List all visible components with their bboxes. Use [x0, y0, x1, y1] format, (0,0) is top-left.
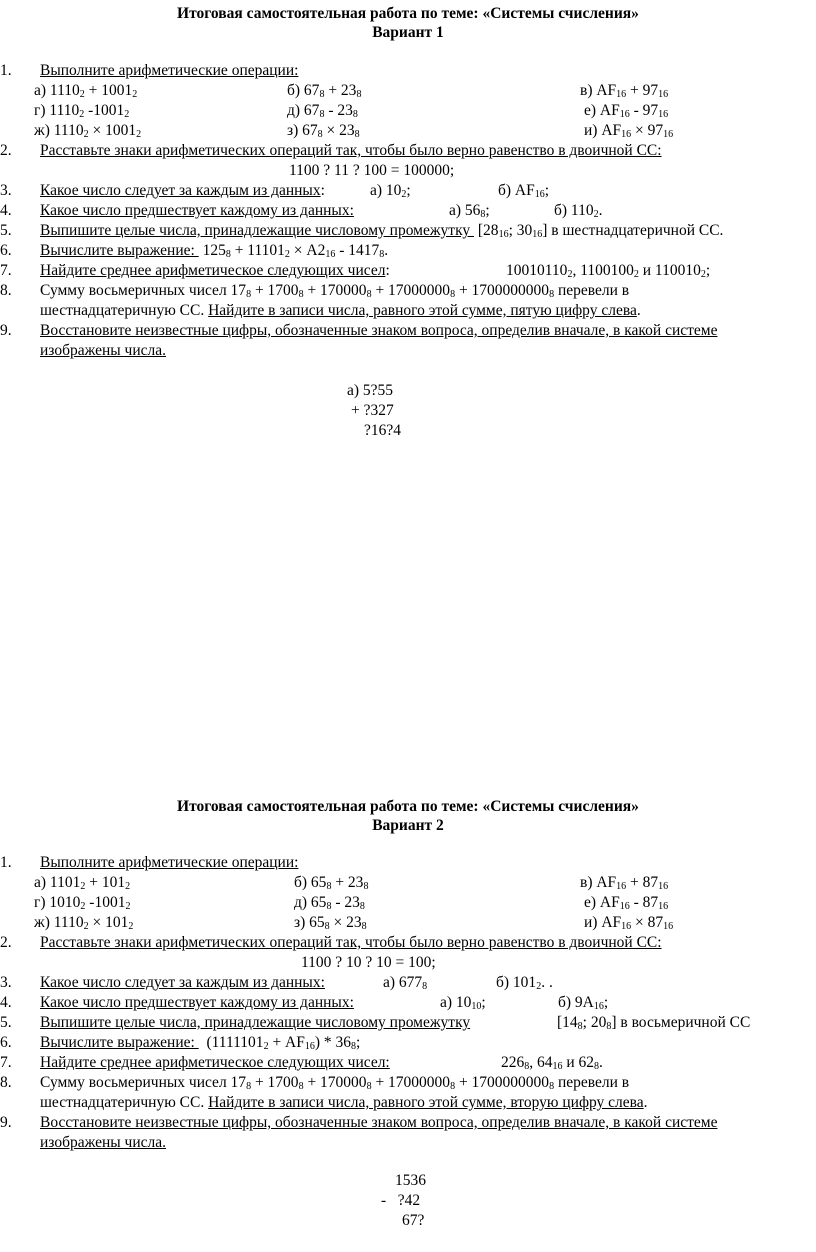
- v1-q6-number: 6.: [0, 242, 12, 259]
- v1-puzzle-line3: ?16?4: [364, 422, 402, 439]
- v2-q5-interval: [$14_8$; $20_8$] в восьмеричной СС: [557, 1014, 751, 1032]
- v1-q3-text: Какое число следует за каждым из данных: [40, 182, 321, 199]
- v2-q7-number: 7.: [0, 1054, 12, 1071]
- v2-q2-text: Расставьте знаки арифметических операций так, чтобы было верно равенство в двоичной СС:: [40, 934, 662, 951]
- v2-q8-line1: Сумму восьмеричных чисел $17_8 + 1700_8 + 170000_8 + 17000000_8 + 1700000000_8$ перевели в: [40, 1074, 630, 1092]
- v2-q4-text: Какое число предшествует каждому из данных:: [40, 994, 354, 1011]
- v1-variant-label: Вариант 1: [372, 24, 444, 41]
- v1-op-h: з) $67_8 \times 23_8$: [287, 122, 360, 140]
- v1-q6-text: Вычислите выражение:: [40, 242, 199, 259]
- v1-op-a: а) $1110_2 + 1001_2$: [34, 82, 138, 100]
- v1-q5-text: Выпишите целые числа, принадлежащие числовому промежутку: [40, 222, 475, 239]
- v1-q1-text: Выполните арифметические операции:: [40, 62, 299, 79]
- v2-op-g: ж) $1110_2 \times 101_2$: [34, 914, 134, 932]
- v2-q1-text: Выполните арифметические операции:: [40, 854, 299, 871]
- v1-q8-line1: Сумму восьмеричных чисел $17_8 + 1700_8 + 170000_8 + 17000000_8 + 1700000000_8$ перевели в: [40, 282, 630, 300]
- v2-q6-line: [40, 1034, 360, 1052]
- v1-q4-a: а) $56_8$;: [449, 202, 490, 220]
- v1-op-i: и) $AF_{16} \times 97_{16}$: [584, 122, 674, 140]
- v1-q3-b: б) $AF_{16}$;: [498, 182, 550, 200]
- v2-q6-expression: $(1111101_2 + AF_{16}) * 36_8$;: [206, 1034, 361, 1052]
- v1-q2-equation: 1100 ? 11 ? 100 = 100000;: [289, 162, 455, 179]
- v2-q4-number: 4.: [0, 994, 12, 1011]
- v2-op-c: в) $AF_{16} + 87_{16}$: [580, 874, 669, 892]
- v1-q5-interval: [$28_{16}$; $30_{16}$] в шестнадцатеричной СС.: [477, 222, 724, 240]
- v2-q3-b: б) $101_2$. .: [496, 974, 553, 992]
- v2-q9-line2: изображены числа.: [40, 1134, 167, 1151]
- v2-q2-equation: 1100 ? 10 ? 10 = 100;: [301, 954, 436, 971]
- v1-q5-number: 5.: [0, 222, 12, 239]
- v2-op-f: е) $AF_{16} - 87_{16}$: [584, 894, 669, 912]
- v2-variant-label: Вариант 2: [372, 817, 444, 834]
- v1-q2-number: 2.: [0, 142, 12, 159]
- v2-q2-number: 2.: [0, 934, 12, 951]
- v2-q8-number: 8.: [0, 1074, 12, 1091]
- v1-q3-number: 3.: [0, 182, 12, 199]
- v2-q9-line1: Восстановите неизвестные цифры, обозначенные знаком вопроса, определив вначале, в какой системе: [40, 1114, 718, 1131]
- v2-q6-text: Вычислите выражение:: [40, 1034, 199, 1051]
- v2-op-d: г) $1010_2$ $-1001_2$: [34, 894, 131, 912]
- v1-op-f: е) $AF_{16} - 97_{16}$: [584, 102, 669, 120]
- v2-q4-b: б) $9A_{16}$;: [558, 994, 609, 1012]
- v1-q8-l2b: Найдите в записи числа, равного этой сумме, пятую цифру слева: [208, 302, 637, 319]
- v2-q9-number: 9.: [0, 1114, 12, 1131]
- v1-q5-line: [40, 222, 723, 240]
- v2-puzzle-line1: 1536: [395, 1172, 426, 1189]
- v2-q6-number: 6.: [0, 1034, 12, 1051]
- v1-q8-line2: [40, 302, 641, 320]
- v1-q8-l2c: .: [636, 302, 641, 319]
- v1-op-b: б) $67_8 + 23_8$: [287, 82, 362, 100]
- v2-q3-number: 3.: [0, 974, 12, 991]
- v2-q7-text: Найдите среднее арифметическое следующих чисел:: [40, 1054, 390, 1071]
- v1-q6-expression: $125_8 + 11101_2 \times A2_{16} - 1417_8$.: [202, 242, 389, 260]
- v2-q8-l2a: шестнадцатеричную СС.: [40, 1094, 209, 1111]
- v2-op-a: а) $1101_2 + 101_2$: [34, 874, 131, 892]
- v2-op-i: и) $AF_{16} \times 87_{16}$: [584, 914, 674, 932]
- v2-op-h: з) $65_8 \times 23_8$: [294, 914, 367, 932]
- v2-q4-a: а) $10_{10}$;: [440, 994, 486, 1012]
- v1-q7-line: Найдите среднее арифметическое следующих чисел:: [40, 262, 390, 279]
- v1-q3-a: а) $10_2$;: [370, 182, 411, 200]
- v1-op-g: ж) $1110_2 \times 1001_2$: [34, 122, 142, 140]
- v2-puzzle-line3: 67?: [402, 1212, 425, 1229]
- v2-q8-l2b: Найдите в записи числа, равного этой сумме, вторую цифру слева: [208, 1094, 644, 1111]
- v1-q4-text: Какое число предшествует каждому из данных:: [40, 202, 354, 219]
- v1-puzzle-line1: а) 5?55: [347, 382, 394, 399]
- v1-q9-line1: Восстановите неизвестные цифры, обозначенные знаком вопроса, определив вначале, в какой системе: [40, 322, 718, 339]
- v2-op-e: д) $65_8 - 23_8$: [294, 894, 365, 912]
- v2-q3-a: а) $677_8$: [383, 974, 428, 992]
- v1-q1-number: 1.: [0, 62, 12, 79]
- v1-q9-line2: изображены числа.: [40, 342, 167, 359]
- v1-q6-line: [40, 242, 388, 260]
- v2-q5-number: 5.: [0, 1014, 12, 1031]
- v1-q8-number: 8.: [0, 282, 12, 299]
- v1-q9-number: 9.: [0, 322, 12, 339]
- v2-q7-numbers: $226_8$, $64_{16}$ и $62_8$.: [501, 1054, 603, 1072]
- v1-q2-text: Расставьте знаки арифметических операций так, чтобы было верно равенство в двоичной СС:: [40, 142, 662, 159]
- v2-q3-text: Какое число следует за каждым из данных:: [40, 974, 325, 991]
- v1-q4-b: б) $110_2$.: [554, 202, 603, 220]
- v2-q1-number: 1.: [0, 854, 12, 871]
- v1-q3-line: Какое число следует за каждым из данных:: [40, 182, 325, 199]
- v2-q8-l2c: .: [643, 1094, 648, 1111]
- v1-q4-number: 4.: [0, 202, 12, 219]
- v1-q7-number: 7.: [0, 262, 12, 279]
- v1-q7-numbers: $10010110_2$, $1100100_2$ и $110010_2$;: [506, 262, 711, 280]
- v1-q8-l2a: шестнадцатеричную СС.: [40, 302, 209, 319]
- v1-q7-text: Найдите среднее арифметическое следующих чисел: [40, 262, 386, 279]
- v1-op-c: в) $AF_{16} + 97_{16}$: [580, 82, 669, 100]
- v2-q8-line2: [40, 1094, 648, 1112]
- v2-q5-text: Выпишите целые числа, принадлежащие числовому промежутку: [40, 1014, 471, 1031]
- v1-op-e: д) $67_8 - 23_8$: [287, 102, 358, 120]
- v1-puzzle-line2: + ?327: [351, 402, 394, 419]
- v2-puzzle-line2: - ?42: [381, 1192, 421, 1209]
- v1-op-d: г) $1110_2$ $-1001_2$: [34, 102, 130, 120]
- v2-op-b: б) $65_8 + 23_8$: [294, 874, 369, 892]
- v2-title: Итоговая самостоятельная работа по теме: «Системы счисления»: [177, 798, 639, 815]
- v1-title: Итоговая самостоятельная работа по теме: «Системы счисления»: [177, 5, 639, 22]
